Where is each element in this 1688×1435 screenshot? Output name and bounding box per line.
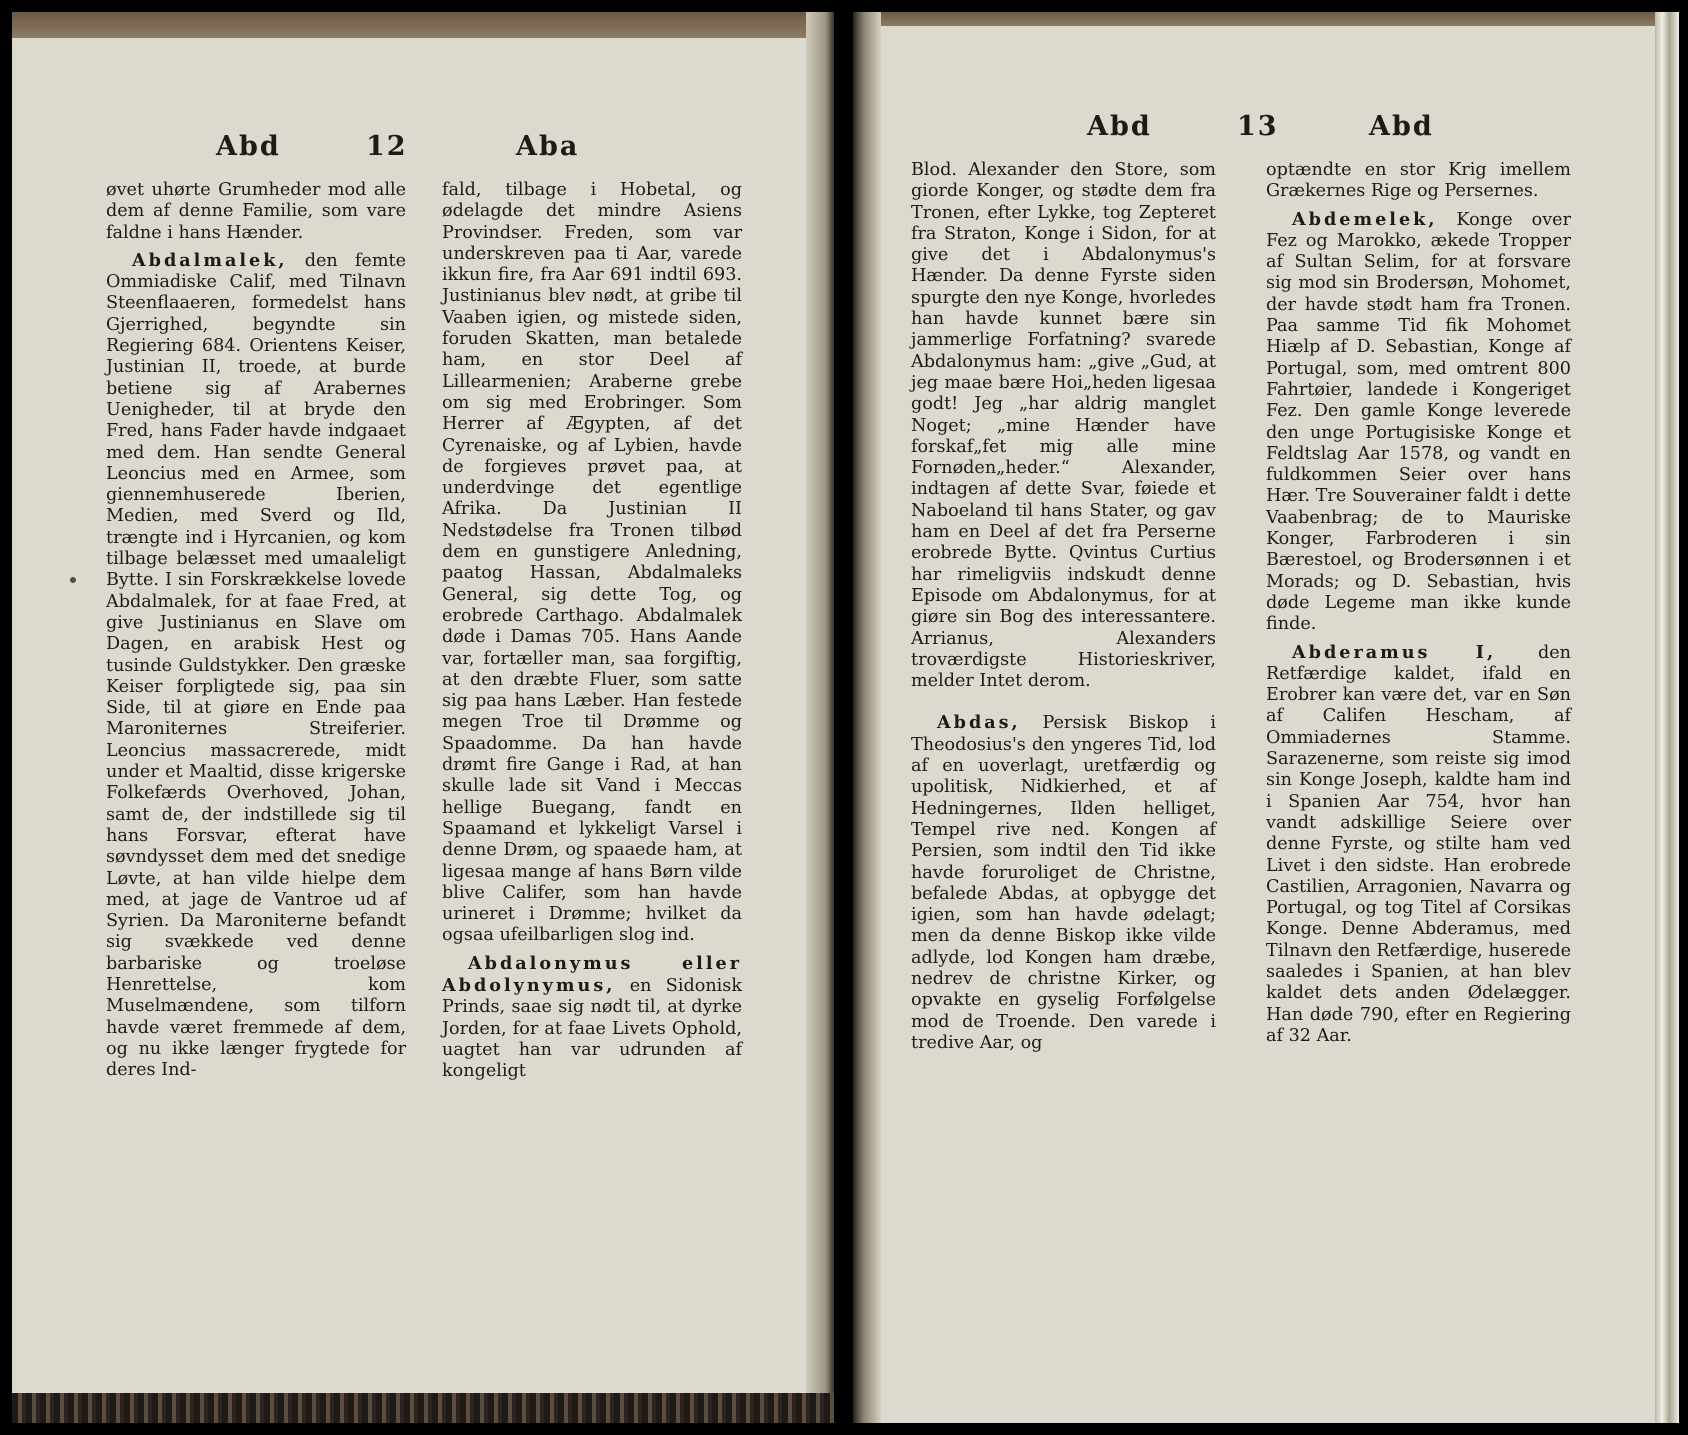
entry-text: øvet uhørte Grumheder mod alle dem af denne Familie, som vare faldne i hans Hænder. [106, 180, 406, 243]
continued-text [911, 160, 1216, 692]
page-12 [106, 122, 742, 1082]
header-right-word: Aba [516, 130, 580, 162]
book-gutter [806, 12, 834, 1423]
text-column-2 [442, 180, 742, 1082]
entry-headword: Abdalmalek, [132, 249, 288, 271]
book-edge-top [853, 12, 1679, 26]
entry-text: den Retfærdige kaldet, ifald en Erobrer kan være det, var en Søn af Califen Hescham, af Ommiadernes Stamme. Sarazenerne, som reiste sig imod sin Konge Joseph, kaldte ham ind i Spanien Aar 754, hvor han vandt adskillige Seiere over denne Fyrste, og stilte ham ved Livet i den sidste. Han erobrede Castilien, Arragonien, Navarra og Portugal, og tog Titel af Corsikas Konge. Denne Abderamus, med Tilnavn den Retfærdige, huserede saaledes i Spanien, at han blev kaldet dets anden Ødelægger. Han døde 790, efter en Regiering af 32 Aar. [1266, 642, 1571, 1046]
entry-text: fald, tilbage i Hobetal, og ødelagde det mindre Asiens Provindser. Freden, som var underskreven paa ti Aar, varede ikkun fire, fra Aar 691 indtil 693. Justinianus blev nødt, at gribe til Vaaben igien, og mistede siden, foruden Skatten, man betalede ham, en stor Deel af Lillearmenien; Araberne grebe om sig med Erobringer. Som Herrer af Ægypten, af det Cyrenaiske, og af Lybien, havde de forgieves prøvet paa, at underdvinge det egentlige Afrika. Da Justinian II Nedstødelse fra Tronen tilbød dem en gunstigere Anledning, paatog Hassan, Abdalmaleks General, sig dette Tog, og erobrede Carthago. Abdalmalek døde i Damas 705. Hans Aande var, fortæller man, saa forgiftig, at den dræbte Fluer, som satte sig paa hans Læber. Han festede megen Troe til Drømme og Spaadomme. Da han havde drømt fire Gange i Rad, at han skulle lade sit Vand i Meccas hellige Buegang, fandt en Spaamand et lykkeligt Varsel i denne Drøm, og spaaede ham, at ligesaa mange af hans Børn vilde blive Califer, som han havde urineret i Drømme; hvilket da ogsaa ufeilbarligen slog ind. [442, 180, 742, 946]
entry-headword: Abdas, [937, 712, 1021, 734]
entry-headword: Abderamus I, [1292, 641, 1497, 663]
entry-text: Konge over Fez og Marokko, ækede Tropper af Sultan Selim, for at forsvare sig mod sin Brodersøn, Mohomet, der havde stødt ham fra Tronen. Paa samme Tid fik Mohomet Hiælp af D. Sebastian, Konge af Portugal, som, med omtrent 800 Fahrtøier, landede i Kongeriget Fez. Den gamle Konge leverede den unge Portugisiske Konge et Feldtslag Aar 1578, og vandt en fuldkommen Seier over hans Hær. Tre Souverainer faldt i dette Vaabenbrag; de to Mauriske Konger, Farbroderen i sin Bærestoel, og Brodersønnen i et Morads; og D. Sebastian, hvis døde Legeme man ikke kunde finde. [1266, 209, 1571, 635]
running-header [106, 122, 742, 170]
dictionary-entry [911, 712, 1216, 1054]
page-stack-edge [1655, 12, 1679, 1423]
book-edge-top [12, 12, 834, 38]
continued-text [106, 180, 406, 244]
left-page-scan [12, 12, 834, 1423]
header-left-word: Abd [1087, 110, 1152, 142]
dictionary-entry [1266, 642, 1571, 1048]
header-left-word: Abd [216, 130, 281, 162]
book-gutter [853, 12, 881, 1423]
text-column-1 [911, 160, 1216, 1054]
entry-headword: Abdemelek, [1292, 208, 1438, 230]
entry-text: optændte en stor Krig imellem Grækernes Rige og Persernes. [1266, 160, 1571, 202]
page-13 [911, 102, 1571, 1054]
dictionary-entry [1266, 209, 1571, 636]
page-number: 13 [1237, 110, 1279, 142]
dictionary-entry [106, 250, 406, 1082]
entry-headword: Abdalonymus eller Abdolynymus, [442, 952, 742, 996]
continued-text [442, 180, 742, 947]
text-column-1 [106, 180, 406, 1082]
text-column-2 [1266, 160, 1571, 1054]
dictionary-entry [442, 953, 742, 1083]
entry-text: en Sidonisk Prinds, saae sig nødt til, at dyrke Jorden, for at faae Livets Ophold, uagtet han var udrunden af kongeligt [442, 975, 742, 1082]
continued-text [1266, 160, 1571, 203]
page-number: 12 [366, 130, 408, 162]
entry-text: Blod. Alexander den Store, som giorde Konger, og stødte dem fra Tronen, efter Lykke, tog Zepteret fra Straton, Konge i Sidon, for at give det i Abdalonymus's Hænder. Da denne Fyrste siden spurgte den nye Konge, hvorledes han havde kunnet bære sin jammerlige Forfatning? svarede Abdalonymus ham: „give „Gud, at jeg maae bære Hoi„heden ligesaa godt! Jeg „har aldrig manglet Noget; „mine Hænder have forskaf„fet mig alle mine Fornøden„heder.“ Alexander, indtagen af dette Svar, føiede et Naboeland til hans Stater, og gav ham en Deel af det fra Perserne erobrede Bytte. Qvintus Curtius har rimeligviis indskudt denne Episode om Abdalonymus, for at giøre sin Bog des interessantere. Arrianus, Alexanders troværdigste Historieskriver, melder Intet derom. [911, 160, 1216, 692]
entry-text: den femte Ommiadiske Calif, med Tilnavn Steenflaaeren, formedelst hans Gjerrighed, begyndte sin Regiering 684. Orientens Keiser, Justinian II, troede, at burde betiene sig af Arabernes Uenigheder, til at bryde den Fred, hans Fader havde indgaaet med dem. Han sendte General Leoncius med en Armee, som giennemhuserede Iberien, Medien, med Sverd og Ild, trængte ind i Hyrcanien, og kom tilbage belæsset med umaaleligt Bytte. I sin Forskrækkelse lovede Abdalmalek, for at faae Fred, at give Justinianus en Slave om Dagen, en arabisk Hest og tusinde Guldstykker. Den græske Keiser forpligtede sig, paa sin Side, til at giøre en Ende paa Maroniternes Streiferier. Leoncius massacrerede, midt under et Maaltid, disse krigerske Folkefærds Overhoved, Johan, samt de, der indstillede sig til hans Forsvar, efterat have søvndysset dem med det snedige Løvte, at han vilde hielpe dem med, at jage de Vantroe ud af Syrien. Da Maroniterne befandt sig svækkede ved denne barbariske og troeløse Henrettelse, kom Muselmændene, som tilforn havde været fremmede af dem, og nu ikke længer frygtede for deres Ind- [106, 250, 406, 1081]
header-right-word: Abd [1369, 110, 1434, 142]
book-edge-bottom [12, 1393, 834, 1423]
entry-text: Persisk Biskop i Theodosius's den yngeres Tid, lod af en uoverlagt, uretfærdig og upolitisk, Nidkierhed, et af Hedningernes, Ilden helliget, Tempel rive ned. Kongen af Persien, som indtil den Tid ikke havde foruroliget de Christne, befalede Abdas, at opbygge det igien, som han havde ødelagt; men da denne Biskop ikke vilde adlyde, lod Kongen ham dræbe, nedrev de christne Kirker, og opvakte en gyselig Forfølgelse mod de Troende. Den varede i tredive Aar, og [911, 713, 1216, 1053]
running-header [911, 102, 1571, 150]
ink-spot [70, 577, 76, 583]
right-page-scan [853, 12, 1679, 1423]
